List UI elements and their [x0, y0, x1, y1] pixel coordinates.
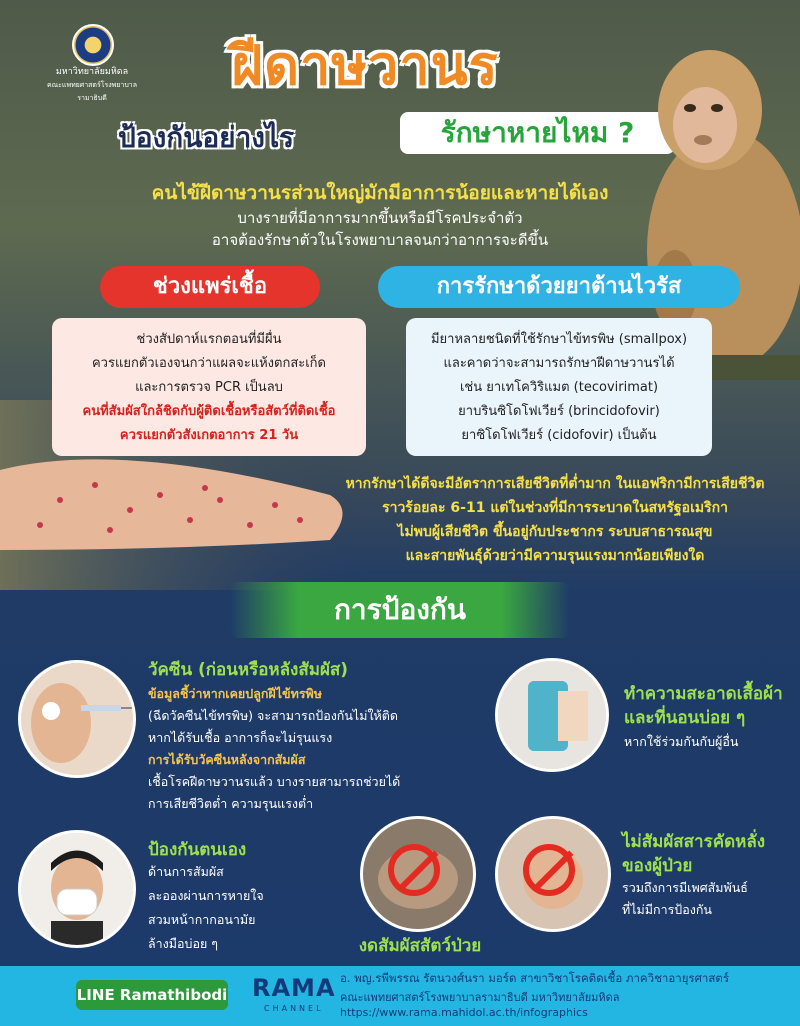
spread-warning: คนที่สัมผัสใกล้ชิดกับผู้ติดเชื้อหรือสัตว์ที่ติดเชื้อ — [82, 404, 336, 419]
treatment-line: ยาบรินซิโดโฟเวียร์ (brincidofovir) — [458, 404, 660, 419]
spread-line: ช่วงสัปดาห์แรกตอนที่มีผื่น — [136, 332, 282, 347]
vaccine-highlight: การได้รับวัคซีนหลังจากสัมผัส — [148, 752, 306, 767]
spread-card — [52, 318, 366, 456]
self-protect-text: ละอองผ่านการหายใจ — [148, 888, 264, 903]
subtitle-treatment: รักษาหายไหม ? — [400, 112, 675, 154]
rama-logo: RAMA — [252, 974, 336, 1002]
laundry-photo — [495, 658, 609, 772]
intro-highlight: คนไข้ฝีดาษวานรส่วนใหญ่มักมีอาการน้อยและหายได้เอง — [151, 182, 609, 204]
university-name — [42, 66, 142, 105]
treatment-line: เช่น ยาเทโควิริแมต (tecovirimat) — [459, 380, 659, 395]
fatality-line: ไม่พบผู้เสียชีวิต ขึ้นอยู่กับประชากร ระบบสาธารณสุข — [397, 524, 713, 540]
self-protect-title: ป้องกันตนเอง — [148, 840, 247, 860]
channel-label: CHANNEL — [264, 1004, 324, 1013]
prohibited-icon — [523, 844, 575, 896]
vaccine-photo — [18, 660, 136, 778]
subtitle-prevention: ป้องกันอย่างไร — [118, 121, 295, 154]
no-fluid-contact-text: ที่ไม่มีการป้องกัน — [622, 902, 712, 917]
spread-line: ควรแยกตัวเองจนกว่าแผลจะแห้งตกสะเก็ด — [91, 356, 326, 371]
no-fluid-contact-title: ของผู้ป่วย — [622, 856, 693, 876]
no-fluid-contact-photo — [495, 816, 611, 932]
vaccine-text: (ฉีดวัคซีนไข้ทรพิษ) จะสามารถป้องกันไม่ให้ติด — [148, 708, 399, 723]
vaccine-highlight: ข้อมูลชี้ว่าหากเคยปลูกฝีไข้ทรพิษ — [148, 686, 323, 701]
fatality-line: และสายพันธุ์ด้วยว่ามีความรุนแรงมากน้อยเพียงใด — [405, 548, 705, 564]
laundry-title: ทำความสะอาดเสื้อผ้า — [624, 684, 783, 704]
no-animal-contact-photo — [360, 816, 476, 932]
mask-photo — [18, 830, 136, 948]
intro-line: อาจต้องรักษาตัวในโรงพยาบาลจนกว่าอาการจะดีขึ้น — [211, 231, 549, 249]
line-ramathibodi-button[interactable]: LINE Ramathibodi — [76, 980, 228, 1010]
intro-line: บางรายที่มีอาการมากขึ้นหรือมีโรคประจำตัว — [237, 209, 523, 227]
treatment-card — [406, 318, 712, 456]
vaccine-title: วัคซีน (ก่อนหรือหลังสัมผัส) — [148, 660, 349, 680]
page-title: ฝีดาษวานร — [231, 34, 499, 97]
prevention-heading: การป้องกัน — [230, 582, 570, 638]
no-animal-contact-title: งดสัมผัสสัตว์ป่วย — [358, 936, 482, 956]
laundry-text: หากใช้ร่วมกันกับผู้อื่น — [624, 734, 739, 749]
self-protect-text: ด้านการสัมผัส — [148, 864, 224, 879]
faculty-label: คณะแพทยศาสตร์โรงพยาบาลรามาธิบดี — [47, 81, 137, 102]
faculty-credit: คณะแพทยศาสตร์โรงพยาบาลรามาธิบดี มหาวิทยาลัยมหิดล — [340, 991, 620, 1004]
fatality-note — [320, 472, 790, 568]
treatment-line: ยาซิโดโฟเวียร์ (cidofovir) เป็นต้น — [461, 428, 657, 443]
fatality-line: หากรักษาได้ดีจะมีอัตราการเสียชีวิตที่ต่ำมาก ในแอฟริกามีการเสียชีวิต — [345, 476, 765, 492]
vaccine-text: หากได้รับเชื้อ อาการก็จะไม่รุนแรง — [148, 730, 333, 745]
no-fluid-contact-title: ไม่สัมผัสสารคัดหลั่ง — [622, 832, 766, 852]
author-credit: อ. พญ.รพีพรรณ รัตนวงศ์นรา มอร์ด สาขาวิชาโรคติดเชื้อ ภาควิชาอายุรศาสตร์ — [340, 971, 730, 985]
university-label: มหาวิทยาลัยมหิดล — [55, 67, 129, 77]
spread-line: และการตรวจ PCR เป็นลบ — [135, 380, 283, 395]
treatment-line: และคาดว่าจะสามารถรักษาฝีดาษวานรได้ — [443, 356, 675, 371]
treatment-heading: การรักษาด้วยยาต้านไวรัส — [378, 266, 740, 308]
prohibited-icon — [388, 844, 440, 896]
infographics-link[interactable]: https://www.rama.mahidol.ac.th/infographics — [340, 1006, 588, 1019]
self-protect-text: สวมหน้ากากอนามัย — [148, 912, 256, 927]
treatment-line: มียาหลายชนิดที่ใช้รักษาไข้ทรพิษ (smallpox) — [430, 332, 688, 347]
spread-warning: ควรแยกตัวสังเกตอาการ 21 วัน — [119, 428, 299, 443]
vaccine-text: การเสียชีวิตต่ำ ความรุนแรงต่ำ — [148, 796, 314, 811]
self-protect-text: ล้างมือบ่อย ๆ — [148, 936, 218, 951]
fatality-line: ราวร้อยละ 6-11 แต่ในช่วงที่มีการระบาดในสหรัฐอเมริกา — [382, 500, 728, 516]
vaccine-text: เชื้อโรคฝีดาษวานรแล้ว บางรายสามารถช่วยได้ — [148, 774, 401, 789]
mahidol-logo — [72, 24, 114, 66]
no-fluid-contact-text: รวมถึงการมีเพศสัมพันธ์ — [622, 880, 748, 895]
spread-heading: ช่วงแพร่เชื้อ — [100, 266, 320, 308]
laundry-title: และที่นอนบ่อย ๆ — [624, 708, 746, 728]
